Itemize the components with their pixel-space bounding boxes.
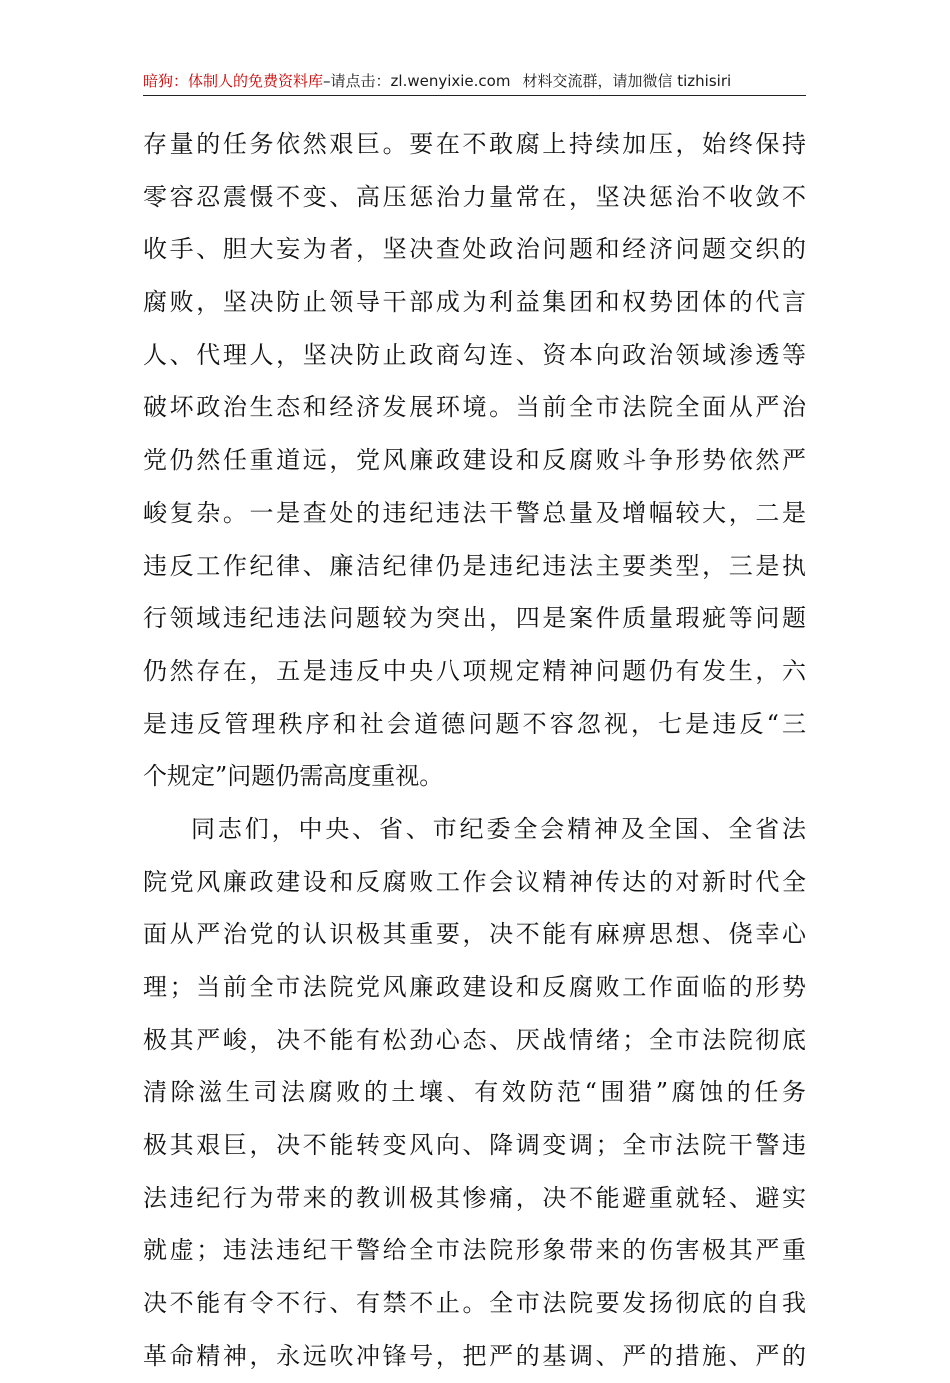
text-line: 法违纪行为带来的教训极其惨痛，决不能避重就轻、避实: [143, 1183, 806, 1212]
text-line: 收手、胆大妄为者，坚决查处政治问题和经济问题交织的: [143, 235, 806, 264]
text-line: 极其艰巨，决不能转变风向、降调变调；全市法院干警违: [143, 1131, 806, 1160]
page-header: [143, 70, 806, 96]
paragraph-1: [143, 118, 806, 803]
document-body: [143, 118, 806, 1383]
text-line: 个规定”问题仍需高度重视。: [143, 762, 444, 791]
text-line: 违反工作纪律、廉洁纪律仍是违纪违法主要类型，三是执: [143, 551, 806, 580]
text-line: 院党风廉政建设和反腐败工作会议精神传达的对新时代全: [143, 867, 806, 896]
text-line: 清除滋生司法腐败的土壤、有效防范“围猎”腐蚀的任务: [143, 1078, 806, 1107]
text-line: 行领域违纪违法问题较为突出，四是案件质量瑕疵等问题: [143, 604, 806, 633]
header-group-note: 材料交流群，请加微信 tizhisiri: [522, 72, 732, 90]
header-url-link[interactable]: zl.wenyixie.com: [390, 72, 511, 90]
text-line: 腐败，坚决防止领导干部成为利益集团和权势团体的代言: [143, 288, 806, 317]
text-line: 面从严治党的认识极其重要，决不能有麻痹思想、侥幸心: [143, 920, 806, 949]
text-line: 决不能有令不行、有禁不止。全市法院要发扬彻底的自我: [143, 1289, 806, 1318]
text-line: 人、代理人，坚决防止政商勾连、资本向政治领域渗透等: [143, 340, 806, 369]
header-brand: 暗狗：体制人的免费资料库: [143, 72, 324, 90]
paragraph-2: [143, 803, 806, 1383]
text-line: 峻复杂。一是查处的违纪违法干警总量及增幅较大，二是: [143, 498, 806, 527]
text-line: 同志们，中央、省、市纪委全会精神及全国、全省法: [191, 814, 806, 843]
text-line: 是违反管理秩序和社会道德问题不容忽视，七是违反“三: [143, 709, 806, 738]
header-divider: [143, 95, 806, 96]
text-line: 理；当前全市法院党风廉政建设和反腐败工作面临的形势: [143, 973, 806, 1001]
header-click-prompt: –请点击：: [323, 72, 391, 90]
text-line: 就虚；违法违纪干警给全市法院形象带来的伤害极其严重: [143, 1236, 806, 1265]
text-line: 仍然存在，五是违反中央八项规定精神问题仍有发生，六: [143, 656, 806, 685]
text-line: 党仍然任重道远，党风廉政建设和反腐败斗争形势依然严: [143, 446, 806, 475]
text-line: 破坏政治生态和经济发展环境。当前全市法院全面从严治: [143, 393, 806, 422]
text-line: 极其严峻，决不能有松劲心态、厌战情绪；全市法院彻底: [143, 1025, 806, 1054]
text-line: 存量的任务依然艰巨。要在不敢腐上持续加压，始终保持: [143, 130, 806, 158]
text-line: 革命精神，永远吹冲锋号，把严的基调、严的措施、严的: [143, 1341, 806, 1370]
text-line: 零容忍震慑不变、高压惩治力量常在，坚决惩治不收敛不: [143, 182, 806, 211]
